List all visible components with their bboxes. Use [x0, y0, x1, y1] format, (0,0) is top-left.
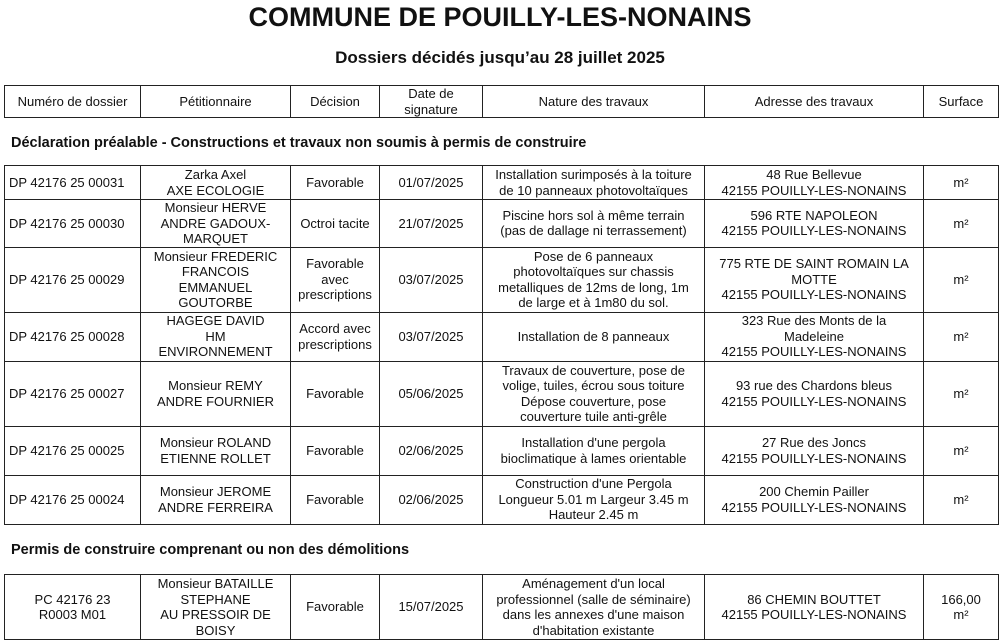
cell-decision: Favorable — [291, 361, 380, 426]
header-date: Date de signature — [380, 86, 483, 118]
cell-nature: Aménagement d'un local professionnel (salle de séminaire) dans les annexes d'une maison d'habitation existante — [483, 575, 705, 640]
cell-adresse: 27 Rue des Joncs 42155 POUILLY-LES-NONAINS — [705, 426, 924, 475]
cell-surface: m² — [924, 361, 999, 426]
cell-petitionnaire: Monsieur BATAILLE STEPHANE AU PRESSOIR DE BOISY — [141, 575, 291, 640]
cell-adresse: 775 RTE DE SAINT ROMAIN LA MOTTE 42155 POUILLY-LES-NONAINS — [705, 247, 924, 312]
cell-numero: DP 42176 25 00028 — [5, 312, 141, 361]
cell-surface: m² — [924, 200, 999, 248]
section-label-declaration: Déclaration préalable - Constructions et travaux non soumis à permis de construire — [11, 135, 587, 151]
table-row — [5, 247, 999, 312]
cell-adresse: 596 RTE NAPOLEON 42155 POUILLY-LES-NONAINS — [705, 200, 924, 248]
cell-nature: Piscine hors sol à même terrain (pas de dallage ni terrassement) — [483, 200, 705, 248]
table-row — [5, 166, 999, 200]
cell-nature: Construction d'une Pergola Longueur 5.01 m Largeur 3.45 m Hauteur 2.45 m — [483, 475, 705, 524]
cell-decision: Favorable — [291, 475, 380, 524]
cell-date: 05/06/2025 — [380, 361, 483, 426]
column-header-table — [4, 85, 999, 118]
header-surface: Surface — [924, 86, 999, 118]
cell-numero: DP 42176 25 00025 — [5, 426, 141, 475]
table-row — [5, 426, 999, 475]
header-adresse: Adresse des travaux — [705, 86, 924, 118]
cell-numero: DP 42176 25 00030 — [5, 200, 141, 248]
cell-petitionnaire: HAGEGE DAVID HM ENVIRONNEMENT — [141, 312, 291, 361]
permis-table — [4, 574, 999, 640]
cell-nature: Installation d'une pergola bioclimatique à lames orientable — [483, 426, 705, 475]
cell-adresse: 323 Rue des Monts de la Madeleine 42155 POUILLY-LES-NONAINS — [705, 312, 924, 361]
cell-nature: Pose de 6 panneaux photovoltaïques sur chassis metalliques de 12ms de long, 1m de large et à 1m80 du sol. — [483, 247, 705, 312]
header-numero: Numéro de dossier — [5, 86, 141, 118]
cell-adresse: 93 rue des Chardons bleus 42155 POUILLY-LES-NONAINS — [705, 361, 924, 426]
page-subtitle: Dossiers décidés jusqu’au 28 juillet 2025 — [335, 48, 665, 67]
cell-date: 03/07/2025 — [380, 312, 483, 361]
cell-nature: Travaux de couverture, pose de volige, tuiles, écrou sous toiture Dépose couverture, pose couverture tuile anti-grêle — [483, 361, 705, 426]
header-nature: Nature des travaux — [483, 86, 705, 118]
cell-date: 02/06/2025 — [380, 475, 483, 524]
header-decision: Décision — [291, 86, 380, 118]
table-row — [5, 361, 999, 426]
table-row — [5, 312, 999, 361]
cell-numero: DP 42176 25 00029 — [5, 247, 141, 312]
cell-date: 03/07/2025 — [380, 247, 483, 312]
cell-decision: Favorable — [291, 426, 380, 475]
cell-decision: Favorable — [291, 166, 380, 200]
cell-surface: 166,00 m² — [924, 575, 999, 640]
header-petitionnaire: Pétitionnaire — [141, 86, 291, 118]
permis-rows — [5, 575, 999, 640]
cell-date: 02/06/2025 — [380, 426, 483, 475]
table-row — [5, 575, 999, 640]
cell-adresse: 200 Chemin Pailler 42155 POUILLY-LES-NONAINS — [705, 475, 924, 524]
cell-surface: m² — [924, 247, 999, 312]
cell-surface: m² — [924, 475, 999, 524]
cell-surface: m² — [924, 166, 999, 200]
cell-date: 01/07/2025 — [380, 166, 483, 200]
cell-petitionnaire: Monsieur FREDERIC FRANCOIS EMMANUEL GOUTORBE — [141, 247, 291, 312]
cell-adresse: 86 CHEMIN BOUTTET 42155 POUILLY-LES-NONAINS — [705, 575, 924, 640]
cell-petitionnaire: Monsieur ROLAND ETIENNE ROLLET — [141, 426, 291, 475]
cell-petitionnaire: Monsieur JEROME ANDRE FERREIRA — [141, 475, 291, 524]
table-row — [5, 475, 999, 524]
cell-numero: PC 42176 23 R0003 M01 — [5, 575, 141, 640]
cell-date: 21/07/2025 — [380, 200, 483, 248]
cell-decision: Accord avec prescriptions — [291, 312, 380, 361]
cell-surface: m² — [924, 426, 999, 475]
declaration-rows — [5, 166, 999, 525]
cell-surface: m² — [924, 312, 999, 361]
cell-decision: Octroi tacite — [291, 200, 380, 248]
cell-nature: Installation surimposés à la toiture de 10 panneaux photovoltaïques — [483, 166, 705, 200]
cell-numero: DP 42176 25 00027 — [5, 361, 141, 426]
cell-petitionnaire: Zarka Axel AXE ECOLOGIE — [141, 166, 291, 200]
cell-decision: Favorable avec prescriptions — [291, 247, 380, 312]
cell-numero: DP 42176 25 00024 — [5, 475, 141, 524]
page-title: COMMUNE DE POUILLY-LES-NONAINS — [248, 2, 752, 32]
cell-nature: Installation de 8 panneaux — [483, 312, 705, 361]
cell-decision: Favorable — [291, 575, 380, 640]
table-row — [5, 200, 999, 248]
cell-adresse: 48 Rue Bellevue 42155 POUILLY-LES-NONAINS — [705, 166, 924, 200]
column-header-row — [5, 86, 999, 118]
cell-numero: DP 42176 25 00031 — [5, 166, 141, 200]
declaration-table — [4, 165, 999, 525]
cell-petitionnaire: Monsieur HERVE ANDRE GADOUX- MARQUET — [141, 200, 291, 248]
cell-date: 15/07/2025 — [380, 575, 483, 640]
section-label-permis: Permis de construire comprenant ou non des démolitions — [11, 542, 410, 558]
cell-petitionnaire: Monsieur REMY ANDRE FOURNIER — [141, 361, 291, 426]
